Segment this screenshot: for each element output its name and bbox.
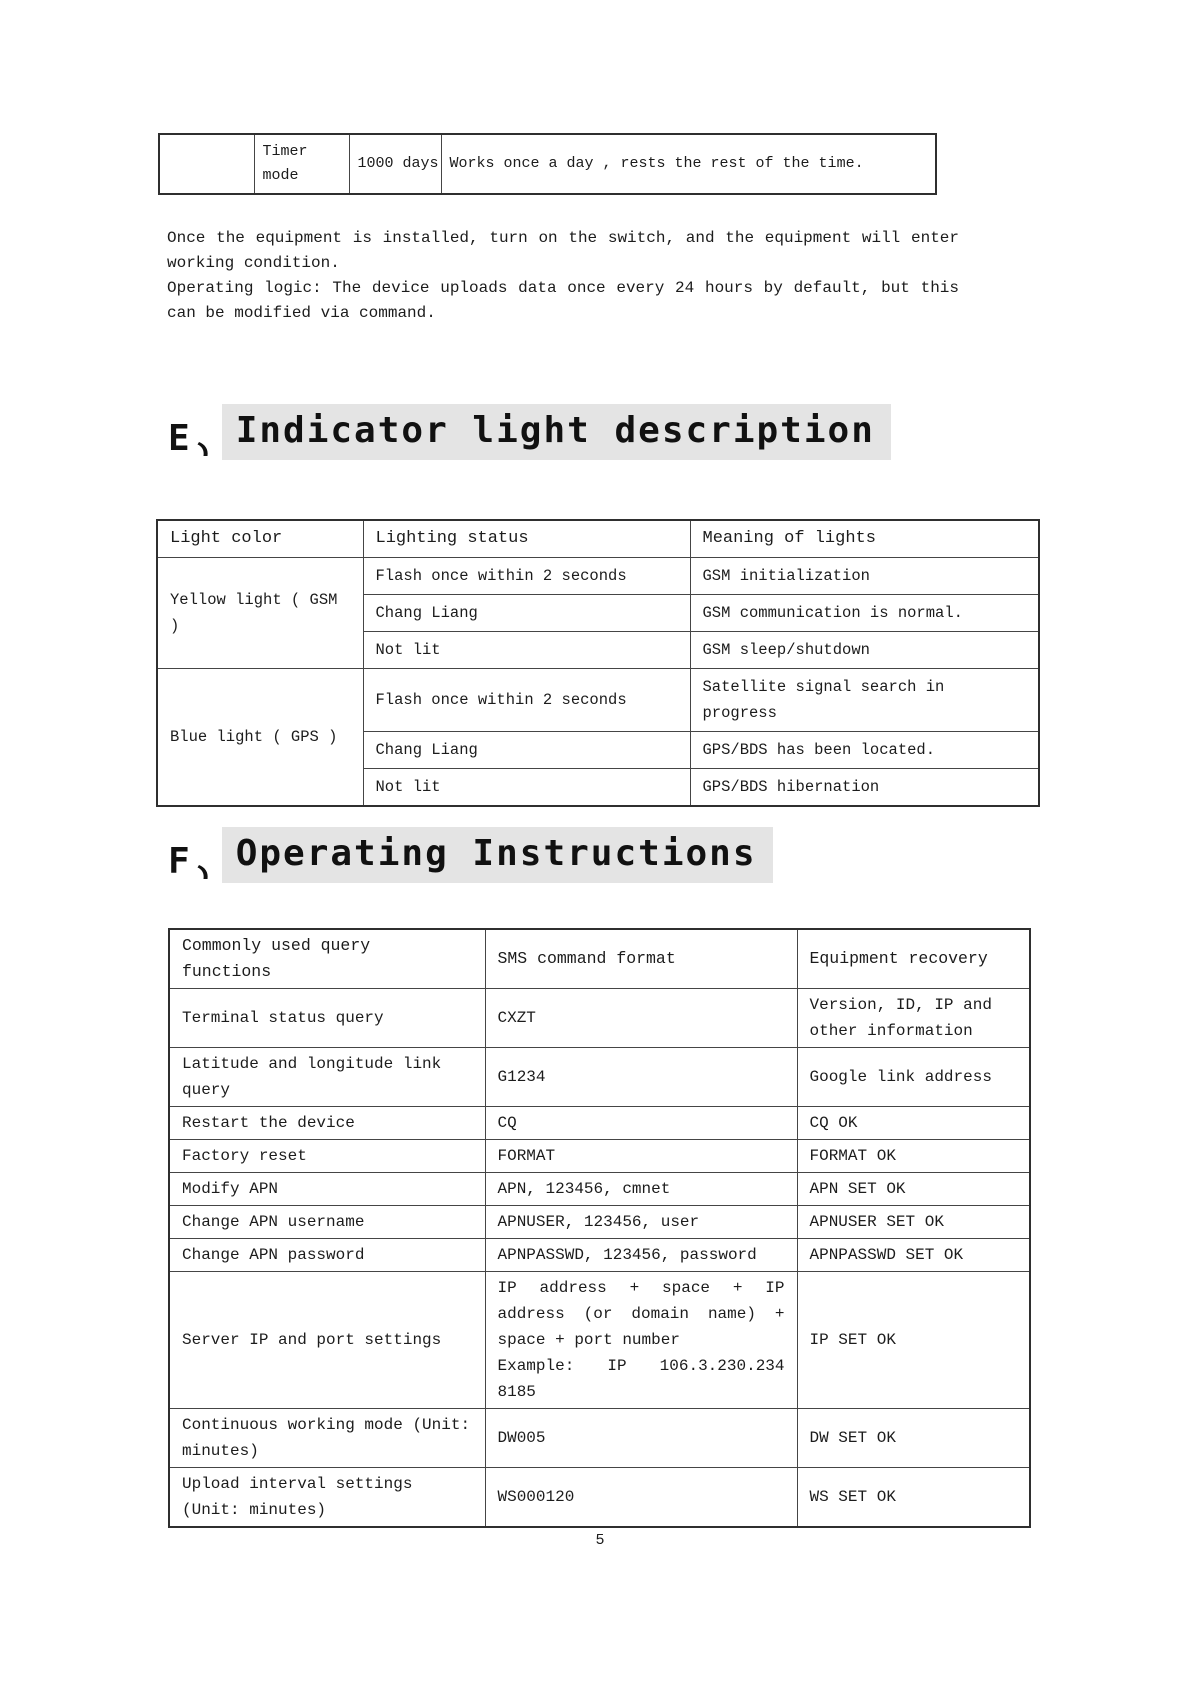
table-cell-function: Terminal status query — [169, 989, 485, 1048]
table-cell-command: DW005 — [485, 1409, 797, 1468]
table-cell-function: Change APN username — [169, 1206, 485, 1239]
table-row — [169, 1239, 1030, 1272]
column-header-functions: Commonly used query functions — [169, 929, 485, 989]
column-header-sms-format: SMS command format — [485, 929, 797, 989]
intro-text — [167, 226, 959, 326]
section-f-title: Operating Instructions — [222, 827, 773, 883]
table-cell-recovery: FORMAT OK — [797, 1140, 1030, 1173]
table-row — [157, 558, 1039, 595]
table-header-row — [169, 929, 1030, 989]
intro-paragraph-2: Operating logic: The device uploads data once every 24 hours by default, but this can be modified via command. — [167, 279, 959, 322]
table-cell-command: APNPASSWD, 123456, password — [485, 1239, 797, 1272]
table-cell-function: Server IP and port settings — [169, 1272, 485, 1409]
table-row — [169, 1468, 1030, 1528]
table-cell-recovery: Version, ID, IP and other information — [797, 989, 1030, 1048]
ideographic-comma-icon — [196, 863, 212, 881]
table-cell-command: APN, 123456, cmnet — [485, 1173, 797, 1206]
table-cell-command: G1234 — [485, 1048, 797, 1107]
table-row — [169, 1140, 1030, 1173]
section-e-letter: E — [168, 418, 192, 459]
table-cell-recovery: WS SET OK — [797, 1468, 1030, 1528]
table-cell-meaning: GPS/BDS hibernation — [690, 769, 1039, 807]
table-cell-function: Continuous working mode (Unit: minutes) — [169, 1409, 485, 1468]
table-cell-description: Works once a day , rests the rest of the time. — [441, 134, 936, 194]
command-text: IP address + space + IP address (or domain name) + space + port number — [497, 1279, 785, 1349]
section-f-heading — [168, 827, 773, 883]
table-cell-recovery: APNPASSWD SET OK — [797, 1239, 1030, 1272]
table-cell-recovery: DW SET OK — [797, 1409, 1030, 1468]
table-cell-light: Yellow light ( GSM ) — [157, 558, 363, 669]
page-number: 5 — [595, 1532, 605, 1549]
table-cell-status: Chang Liang — [363, 595, 690, 632]
table-cell-function: Latitude and longitude link query — [169, 1048, 485, 1107]
table-cell-recovery: Google link address — [797, 1048, 1030, 1107]
table-cell-recovery: IP SET OK — [797, 1272, 1030, 1409]
ideographic-comma-icon — [196, 440, 212, 458]
section-e-heading — [168, 404, 891, 460]
table-header-row — [157, 520, 1039, 558]
table-row — [169, 1107, 1030, 1140]
table-cell-command: CXZT — [485, 989, 797, 1048]
timer-mode-table — [158, 133, 937, 195]
column-header-recovery: Equipment recovery — [797, 929, 1030, 989]
table-cell-meaning: GPS/BDS has been located. — [690, 732, 1039, 769]
column-header-lighting-status: Lighting status — [363, 520, 690, 558]
operating-instructions-table — [168, 928, 1031, 1528]
table-cell-function: Restart the device — [169, 1107, 485, 1140]
column-header-light-color: Light color — [157, 520, 363, 558]
table-row — [169, 1173, 1030, 1206]
table-cell-meaning: Satellite signal search in progress — [690, 669, 1039, 732]
column-header-meaning: Meaning of lights — [690, 520, 1039, 558]
table-cell-status: Flash once within 2 seconds — [363, 558, 690, 595]
table-cell-duration: 1000 days — [349, 134, 441, 194]
table-cell-recovery: APN SET OK — [797, 1173, 1030, 1206]
table-cell-meaning: GSM initialization — [690, 558, 1039, 595]
indicator-light-table — [156, 519, 1040, 807]
table-cell-command: FORMAT — [485, 1140, 797, 1173]
table-cell-status: Not lit — [363, 769, 690, 807]
table-cell-command — [485, 1272, 797, 1409]
section-f-letter: F — [168, 841, 192, 882]
table-cell-recovery: CQ OK — [797, 1107, 1030, 1140]
table-cell-command: APNUSER, 123456, user — [485, 1206, 797, 1239]
table-row — [169, 1409, 1030, 1468]
table-row — [169, 1048, 1030, 1107]
table-cell-empty — [159, 134, 254, 194]
table-cell-status: Chang Liang — [363, 732, 690, 769]
table-cell-light: Blue light ( GPS ) — [157, 669, 363, 807]
table-cell-mode: Timer mode — [254, 134, 349, 194]
table-row — [169, 1206, 1030, 1239]
table-cell-meaning: GSM sleep/shutdown — [690, 632, 1039, 669]
table-cell-function: Upload interval settings (Unit: minutes) — [169, 1468, 485, 1528]
section-e-title: Indicator light description — [222, 404, 891, 460]
intro-paragraph-1: Once the equipment is installed, turn on the switch, and the equipment will enter working condition. — [167, 229, 959, 272]
command-example: Example: IP 106.3.230.234 8185 — [497, 1357, 785, 1401]
table-cell-meaning: GSM communication is normal. — [690, 595, 1039, 632]
table-row — [169, 1272, 1030, 1409]
table-cell-command: CQ — [485, 1107, 797, 1140]
table-cell-recovery: APNUSER SET OK — [797, 1206, 1030, 1239]
table-cell-function: Factory reset — [169, 1140, 485, 1173]
table-cell-status: Not lit — [363, 632, 690, 669]
table-cell-function: Change APN password — [169, 1239, 485, 1272]
table-row — [169, 989, 1030, 1048]
table-cell-function: Modify APN — [169, 1173, 485, 1206]
table-cell-command: WS000120 — [485, 1468, 797, 1528]
table-cell-status: Flash once within 2 seconds — [363, 669, 690, 732]
table-row — [159, 134, 936, 194]
table-row — [157, 669, 1039, 732]
